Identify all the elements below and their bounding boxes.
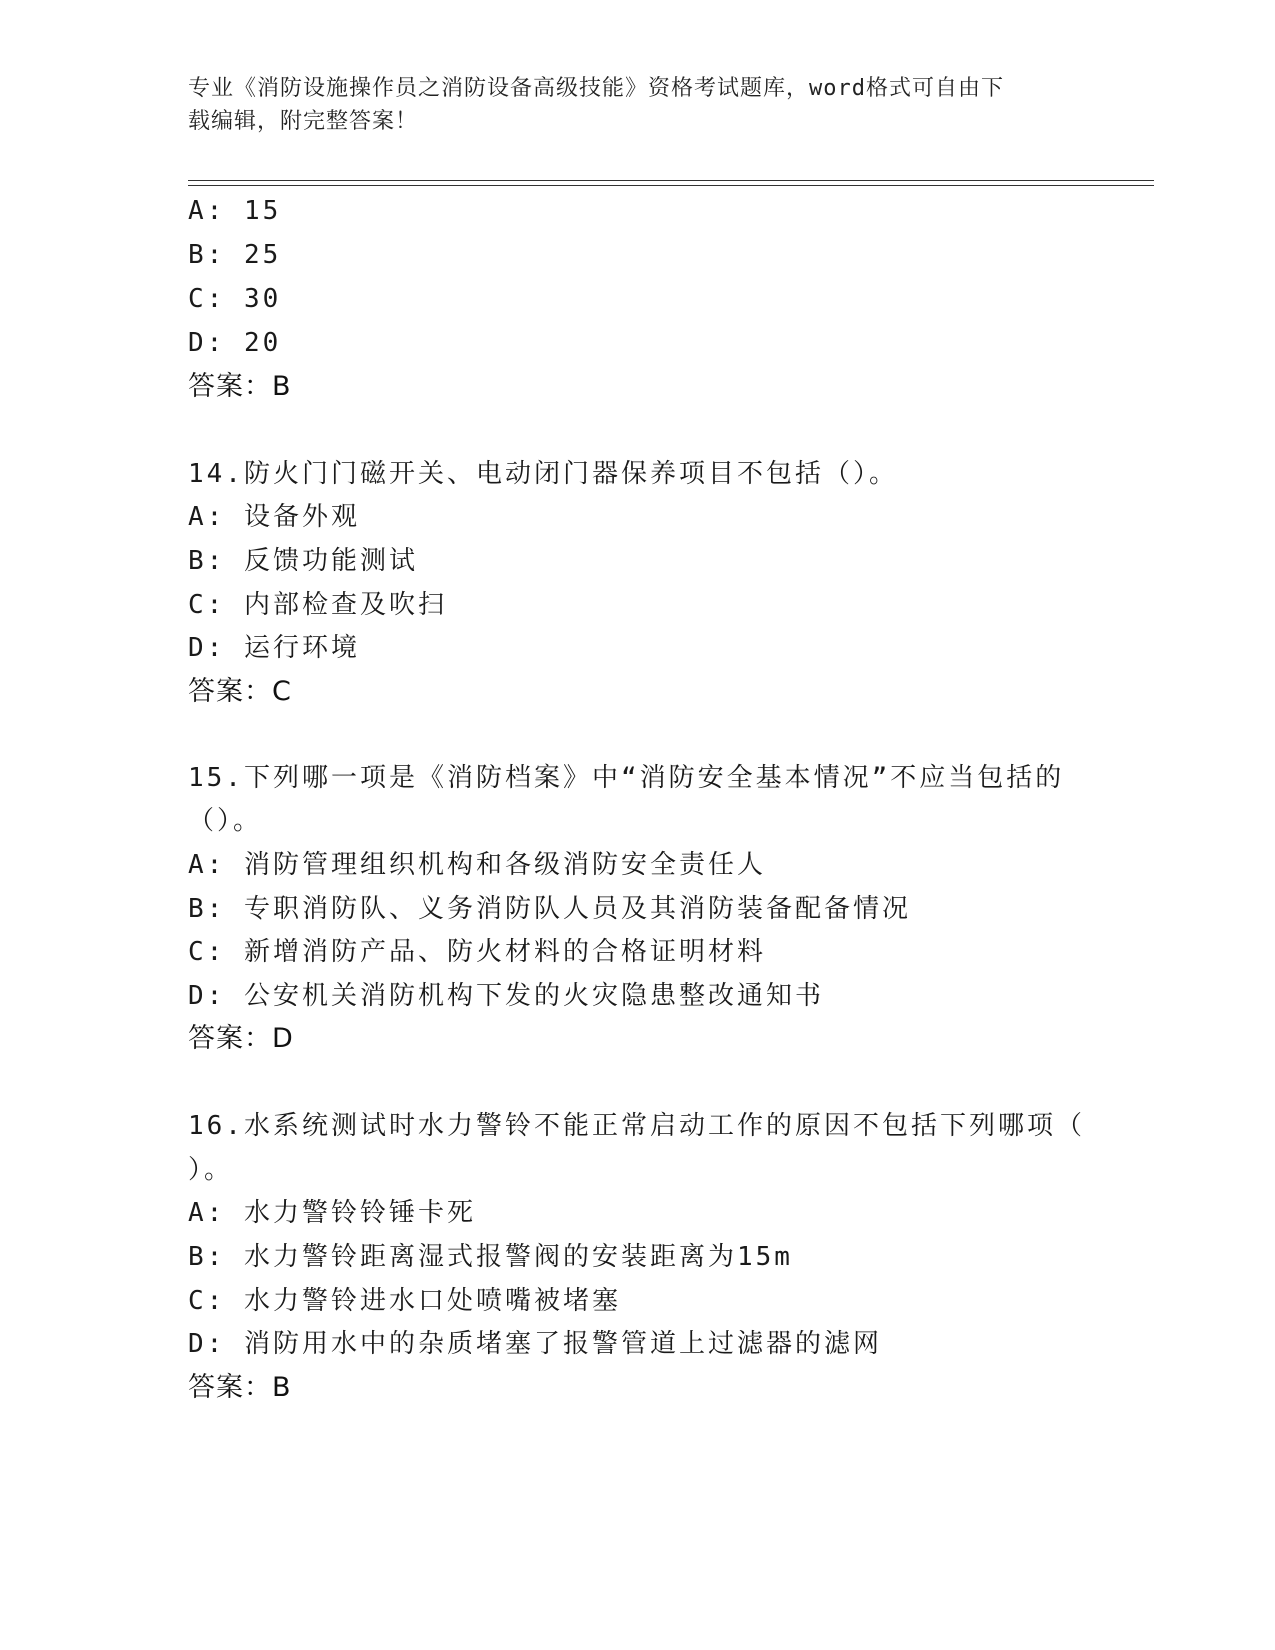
q14-option-a: A: 设备外观 — [188, 502, 360, 532]
q15-option-c: C: 新增消防产品、防火材料的合格证明材料 — [188, 937, 766, 967]
header-line-1: 专业《消防设施操作员之消防设备高级技能》资格考试题库，word格式可自由下 — [188, 76, 1004, 101]
q16-option-c: C: 水力警铃进水口处喷嘴被堵塞 — [188, 1286, 621, 1316]
q13-option-a: A: 15 — [188, 196, 282, 226]
q16-option-d: D: 消防用水中的杂质堵塞了报警管道上过滤器的滤网 — [188, 1329, 882, 1359]
q15-stem-line-2: （）。 — [188, 806, 263, 836]
header-line-2: 载编辑，附完整答案！ — [188, 109, 419, 134]
q13-option-b: B: 25 — [188, 240, 282, 270]
q16-stem-line-2: ）。 — [188, 1155, 234, 1185]
q15-option-a: A: 消防管理组织机构和各级消防安全责任人 — [188, 850, 766, 880]
q14-stem: 14.防火门门磁开关、电动闭门器保养项目不包括（）。 — [188, 459, 898, 489]
q14-option-c: C: 内部检查及吹扫 — [188, 590, 447, 620]
q15-option-b: B: 专职消防队、义务消防队人员及其消防装备配备情况 — [188, 894, 911, 924]
q13-option-c: C: 30 — [188, 284, 282, 314]
q15-answer: 答案：D — [188, 1023, 294, 1054]
q13-option-d: D: 20 — [188, 328, 282, 358]
q16-stem-line-1: 16.水系统测试时水力警铃不能正常启动工作的原因不包括下列哪项（ — [188, 1111, 1085, 1141]
q14-option-b: B: 反馈功能测试 — [188, 546, 418, 576]
q14-answer: 答案：C — [188, 676, 292, 707]
q16-answer: 答案：B — [188, 1372, 292, 1403]
header-divider-bottom — [188, 185, 1154, 186]
q15-stem-line-1: 15.下列哪一项是《消防档案》中“消防安全基本情况”不应当包括的 — [188, 763, 1065, 793]
q14-option-d: D: 运行环境 — [188, 633, 360, 663]
q16-option-a: A: 水力警铃铃锤卡死 — [188, 1198, 476, 1228]
q16-option-b: B: 水力警铃距离湿式报警阀的安装距离为15m — [188, 1242, 793, 1272]
q15-option-d: D: 公安机关消防机构下发的火灾隐患整改通知书 — [188, 981, 824, 1011]
q13-answer: 答案：B — [188, 371, 292, 402]
document-header — [188, 72, 1068, 138]
header-divider-top — [188, 180, 1154, 181]
